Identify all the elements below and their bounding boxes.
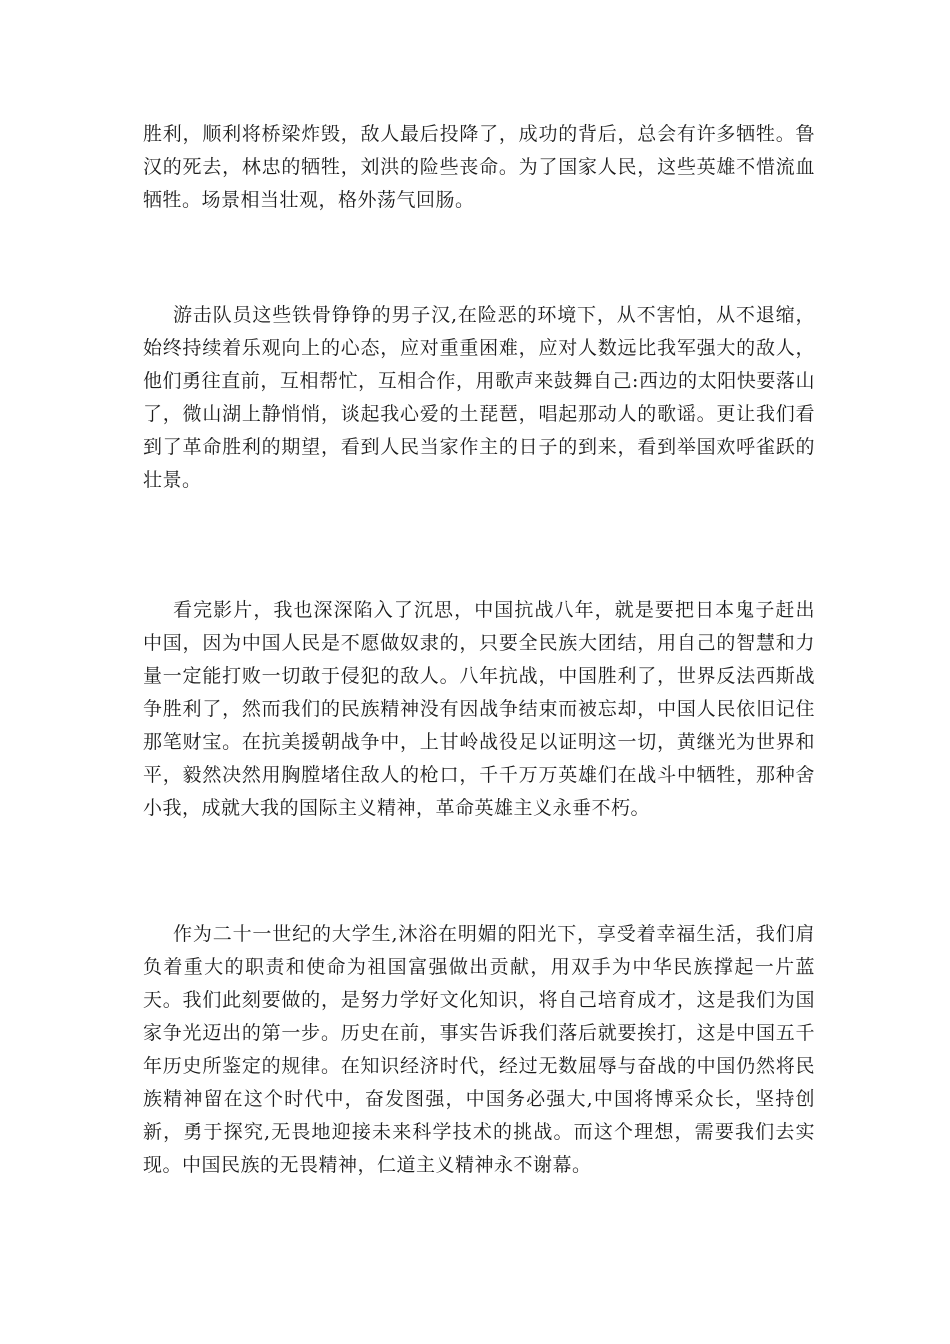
paragraph-continuation: 胜利，顺利将桥梁炸毁，敌人最后投降了，成功的背后，总会有许多牺牲。鲁汉的死去，林忠的牺牲，刘洪的险些丧命。为了国家人民，这些英雄不惜流血牺牲。场景相当壮观，格外荡气回肠。	[143, 123, 815, 211]
paragraph-reflection: 看完影片，我也深深陷入了沉思，中国抗战八年，就是要把日本鬼子赶出中国，因为中国人民是不愿做奴隶的，只要全民族大团结，用自己的智慧和力量一定能打败一切敢于侵犯的敌人。八年抗战，中国胜利了，世界反法西斯战争胜利了，然而我们的民族精神没有因战争结束而被忘却，中国人民依旧记住那笔财宝。在抗美援朝战争中，上甘岭战役足以证明这一切，黄继光为世界和平，毅然决然用胸膛堵住敌人的枪口，千千万万英雄们在战斗中牺牲，那种舍小我，成就大我的国际主义精神，革命英雄主义永垂不朽。	[143, 599, 815, 819]
paragraph-guerrilla-heroes: 游击队员这些铁骨铮铮的男子汉,在险恶的环境下，从不害怕，从不退缩，始终持续着乐观向上的心态，应对重重困难，应对人数远比我军强大的敌人，他们勇往直前，互相帮忙，互相合作，用歌声来鼓舞自己:西边的太阳快要落山了，微山湖上静悄悄，谈起我心爱的土琵琶，唱起那动人的歌谣。更让我们看到了革命胜利的期望，看到人民当家作主的日子的到来，看到举国欢呼雀跃的壮景。	[143, 304, 815, 491]
paragraph-student-mission: 作为二十一世纪的大学生,沐浴在明媚的阳光下，享受着幸福生活，我们肩负着重大的职责和使命为祖国富强做出贡献，用双手为中华民族撑起一片蓝天。我们此刻要做的，是努力学好文化知识，将自己培育成才，这是我们为国家争光迈出的第一步。历史在前，事实告诉我们落后就要挨打，这是中国五千年历史所鉴定的规律。在知识经济时代，经过无数屈辱与奋战的中国仍然将民族精神留在这个时代中，奋发图强，中国务必强大,中国将博采众长，坚持创新，勇于探究,无畏地迎接未来科学技术的挑战。而这个理想，需要我们去实现。中国民族的无畏精神，仁道主义精神永不谢幕。	[143, 923, 815, 1176]
